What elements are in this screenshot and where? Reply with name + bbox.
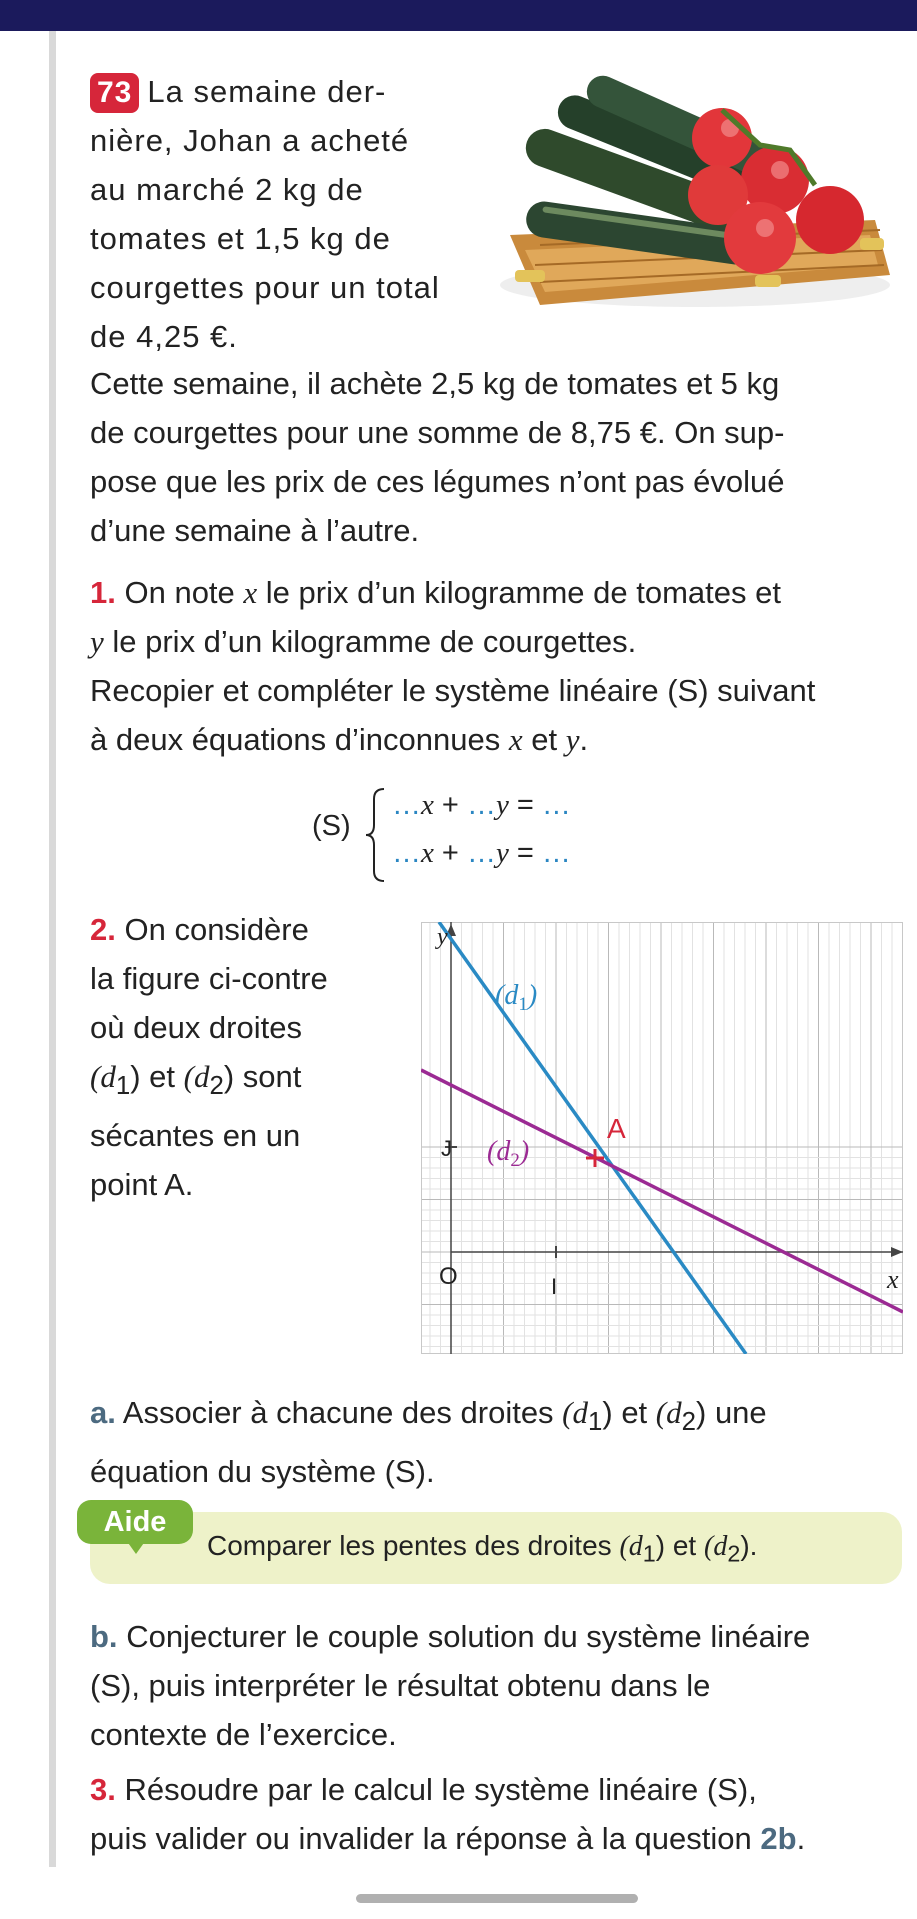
line-d1	[439, 922, 746, 1354]
question-3	[90, 1765, 902, 1863]
q2-line-2: la figure ci-contre	[90, 961, 328, 996]
q2-line-6: point A.	[90, 1167, 194, 1203]
question-2	[90, 905, 370, 1209]
q2-line-1: 2. On considère	[90, 912, 309, 947]
exercise-intro	[90, 67, 456, 361]
q2-line-5: sécantes en un	[90, 1118, 301, 1154]
system-equation-1: …x + …y = …	[392, 789, 571, 821]
intro-rest-line-3: pose que les prix de ces légumes n’ont pas évolué	[90, 464, 785, 499]
system-equation-2: …x + …y = …	[392, 837, 571, 869]
hint-tag: Aide	[77, 1500, 193, 1544]
q1-line-1: 1. On note x le prix d’un kilogramme de tomates et	[90, 575, 781, 610]
q2-line-3: où deux droites	[90, 1010, 302, 1045]
qb-line-3: contexte de l’exercice.	[90, 1717, 397, 1752]
unit-x-label: I	[551, 1274, 558, 1299]
q2-line-4: $(d_1)$ et $(d_2)$ sont	[90, 1059, 302, 1101]
system-label: (S)	[312, 810, 351, 842]
qa-line-1: a. Associer à chacune des droites $(d_1)$ et $(d_2)$ une	[90, 1395, 767, 1437]
qb-line-2: (S), puis interpréter le résultat obtenu dans le	[90, 1668, 711, 1703]
linear-system	[312, 785, 672, 885]
intro-rest-line-1: Cette semaine, il achète 2,5 kg de tomates et 5 kg	[90, 366, 780, 401]
exercise-intro-continued	[90, 359, 902, 555]
vegetables-basket-image	[480, 70, 900, 320]
intro-line-2: nière, Johan a acheté	[90, 123, 410, 158]
question-2a	[90, 1388, 902, 1496]
d2-label: $(d_2)$	[487, 1136, 530, 1171]
q3-line-2: puis valider ou invalider la réponse à la question 2b.	[90, 1821, 806, 1856]
qb-line-1: b. Conjecturer le couple solution du système linéaire	[90, 1619, 811, 1654]
lines-graph	[421, 922, 903, 1354]
question-1	[90, 568, 902, 764]
intro-rest-line-2: de courgettes pour une somme de 8,75 €. On sup-	[90, 415, 785, 450]
d1-label: $(d_1)$	[495, 980, 538, 1015]
intro-line-5: courgettes pour un total	[90, 270, 440, 305]
exercise-number-badge: 73	[90, 73, 139, 113]
question-2b	[90, 1612, 902, 1759]
y-axis-label: y	[437, 924, 448, 950]
intro-line-6: de 4,25 €.	[90, 319, 238, 354]
intro-line-1: 73 La semaine der-	[90, 67, 456, 116]
curly-brace	[364, 785, 388, 885]
intro-rest-line-4: d’une semaine à l’autre.	[90, 513, 420, 548]
q1-line-3: Recopier et compléter le système linéaire (S) suivant	[90, 673, 816, 708]
hint-text: Comparer les pentes des droites $(d_1)$ et $(d_2)$.	[207, 1530, 758, 1567]
origin-label: O	[439, 1263, 458, 1290]
left-margin-bar	[49, 31, 56, 1867]
intro-line-4: tomates et 1,5 kg de	[90, 221, 391, 256]
home-indicator	[356, 1894, 638, 1903]
x-axis-arrow	[891, 1247, 903, 1257]
unit-y-label: J	[441, 1136, 452, 1161]
top-bar	[0, 0, 917, 31]
point-a-label: A	[607, 1113, 626, 1144]
q3-line-1: 3. Résoudre par le calcul le système linéaire (S),	[90, 1772, 757, 1807]
q1-line-4: à deux équations d’inconnues x et y.	[90, 722, 589, 757]
q1-line-2: y le prix d’un kilogramme de courgettes.	[90, 624, 637, 659]
qa-line-2: équation du système (S).	[90, 1454, 435, 1490]
x-axis-label: x	[887, 1265, 899, 1294]
intro-line-3: au marché 2 kg de	[90, 172, 364, 207]
